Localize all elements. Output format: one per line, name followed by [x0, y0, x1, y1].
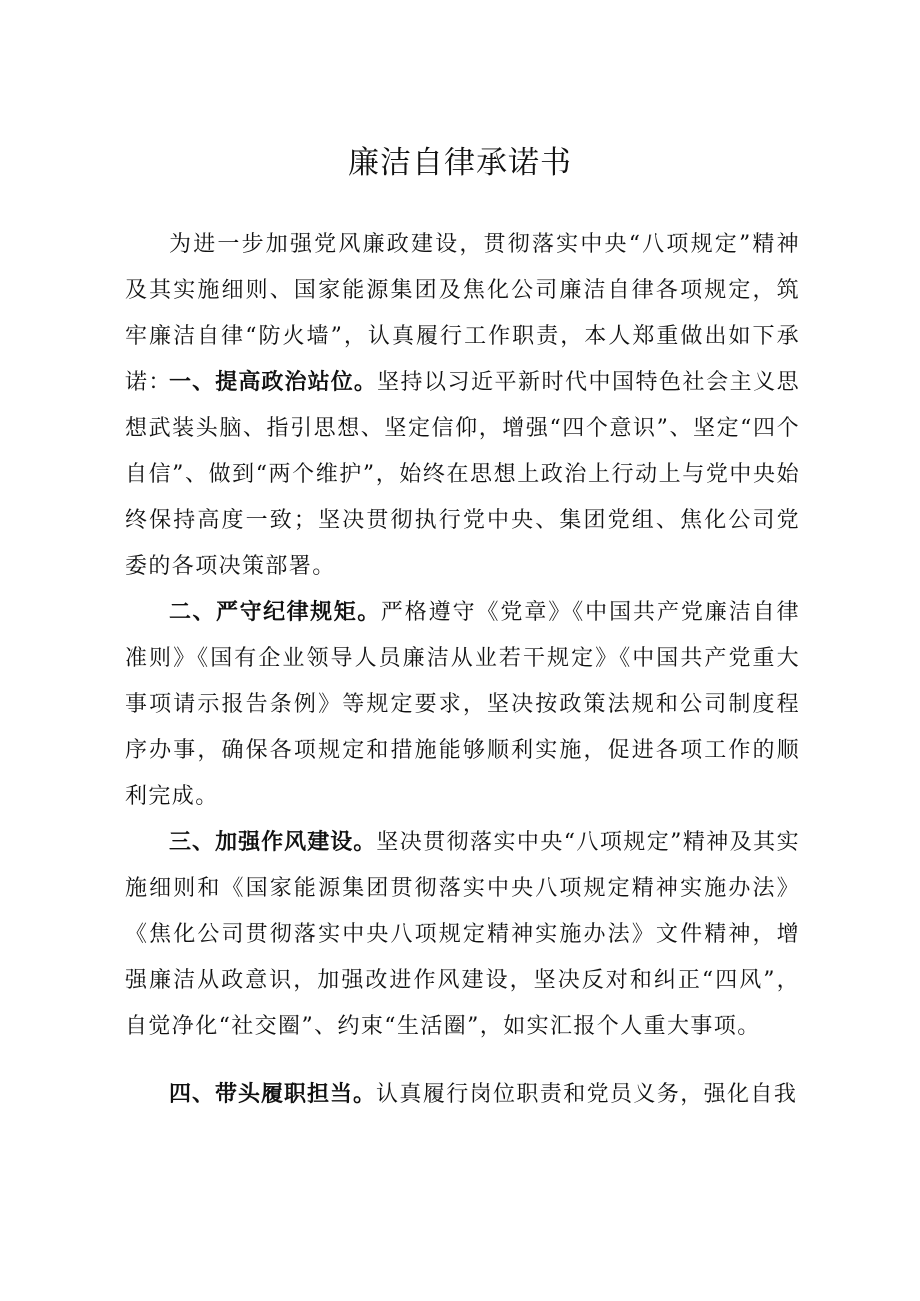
section-heading-3: 三、加强作风建设。	[169, 830, 377, 855]
section-body-2: 严格遵守《党章》《中国共产党廉洁自律准则》《国有企业领导人员廉洁从业若干规定》《中国共产党重大事项请示报告条例》等规定要求，坚决按政策法规和公司制度程序办事，确保各项规定和措施能够顺利实施，促进各项工作的顺利完成。	[125, 600, 800, 809]
section-heading-4: 四、带头履职担当。	[169, 1082, 377, 1107]
document-title: 廉洁自律承诺书	[348, 145, 572, 181]
section-paragraph-2	[125, 590, 800, 820]
section-paragraph-3	[125, 820, 800, 1050]
section-heading-1: 一、提高政治站位。	[169, 370, 377, 395]
section-paragraph-1	[125, 360, 800, 590]
section-paragraph-4	[125, 1072, 800, 1118]
section-body-4: 认真履行岗位职责和党员义务，强化自我	[376, 1082, 798, 1107]
section-body-3: 坚决贯彻落实中央“八项规定”精神及其实施细则和《国家能源集团贯彻落实中央八项规定精神实施办法》《焦化公司贯彻落实中央八项规定精神实施办法》文件精神，增强廉洁从政意识，加强改进作风建设，坚决反对和纠正“四风”，自觉净化“社交圈”、约束“生活圈”，如实汇报个人重大事项。	[125, 830, 800, 1039]
section-body-1: 坚持以习近平新时代中国特色社会主义思想武装头脑、指引思想、坚定信仰，增强“四个意识”、坚定“四个自信”、做到“两个维护”，始终在思想上政治上行动上与党中央始终保持高度一致；坚决贯彻执行党中央、集团党组、焦化公司党委的各项决策部署。	[125, 370, 800, 579]
section-heading-2: 二、严守纪律规矩。	[169, 600, 381, 625]
intro-paragraph: 为进一步加强党风廉政建设，贯彻落实中央“八项规定”精神及其实施细则、国家能源集团及焦化公司廉洁自律各项规定，筑牢廉洁自律“防火墙”，认真履行工作职责，本人郑重做出如下承诺：	[125, 232, 800, 395]
